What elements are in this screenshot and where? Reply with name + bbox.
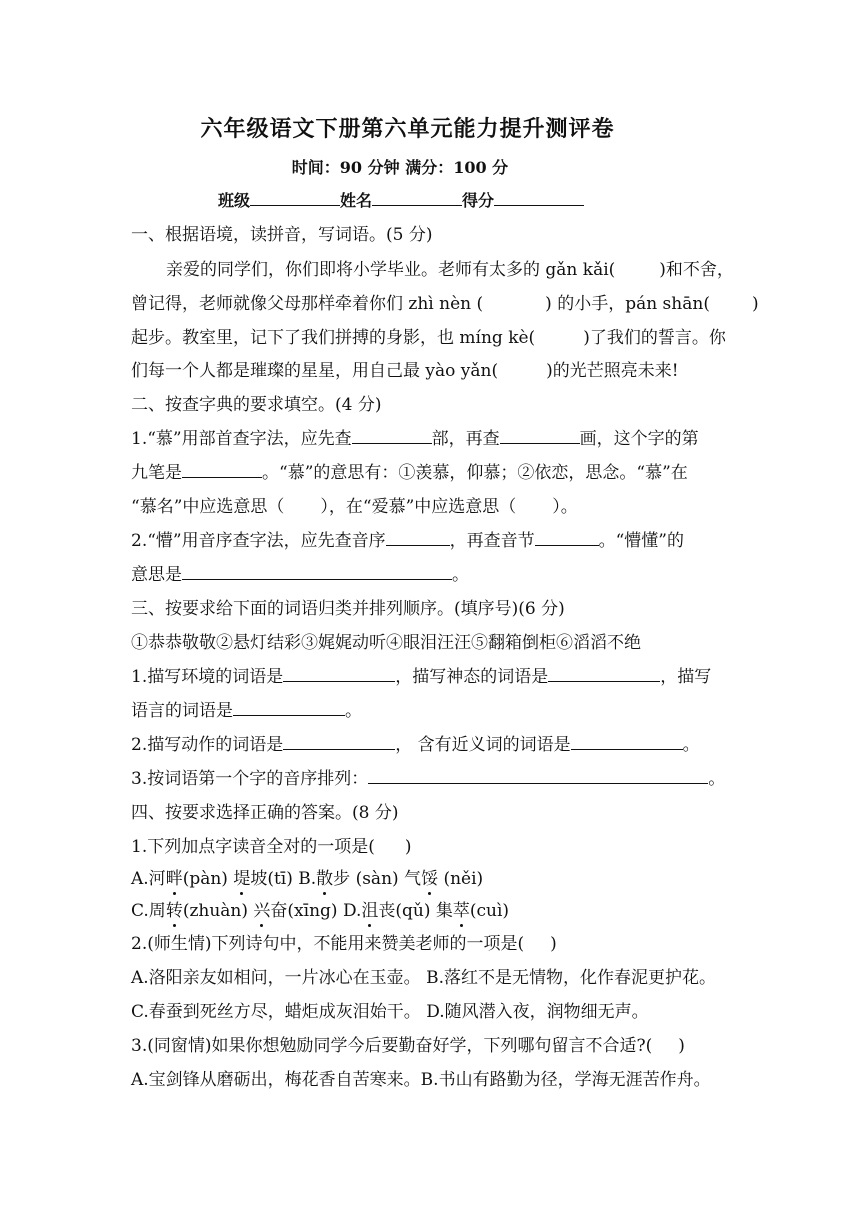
question-text: ) (550, 934, 557, 954)
question-line (131, 563, 469, 587)
option-line-ab (131, 867, 483, 891)
answer-blank[interactable] (283, 665, 395, 682)
question-text: 2.(师生情)下列诗句中，不能用来赞美老师的一项是( (131, 934, 525, 954)
passage-text: 起步。教室里，记下了我们拼搏的身影，也 míng kè( (131, 328, 536, 348)
passage-text: ) 的小手，pán shān( (545, 294, 710, 314)
question-text: 意思是 (131, 565, 182, 585)
question-text: ) (678, 1036, 685, 1056)
question-line (131, 733, 700, 757)
option-line-ab: A.洛阳亲友如相问，一片冰心在玉壶。 B.落红不是无情物，化作春泥更护花。 (131, 968, 716, 988)
answer-blank[interactable] (571, 733, 683, 750)
question-line (131, 427, 699, 451)
page-title: 六年级语文下册第六单元能力提升测评卷 (200, 116, 615, 142)
question-text: 九笔是 (131, 463, 182, 483)
class-label: 班级 (218, 191, 251, 210)
question-line (131, 835, 412, 859)
question-line (131, 665, 711, 689)
option-line-cd (131, 899, 509, 923)
score-label: 得分 (462, 191, 495, 210)
passage-text: )的光芒照亮未来! (546, 361, 679, 381)
class-blank[interactable] (250, 189, 340, 206)
option-line-ab: A.宝剑锋从磨砺出，梅花香自苦寒来。B.书山有路勤为径，学海无涯苦作舟。 (131, 1070, 711, 1090)
answer-blank[interactable] (182, 461, 262, 478)
option-text: C.周 (131, 901, 166, 921)
question-line (131, 932, 557, 956)
question-text: 3.按词语第一个字的音序排列： (131, 769, 369, 789)
question-text: 语言的词语是 (131, 701, 233, 721)
score-blank[interactable] (494, 189, 584, 206)
answer-blank[interactable] (182, 563, 452, 580)
dotted-char: 萃 (452, 901, 470, 921)
answer-blank[interactable] (352, 427, 432, 444)
question-text: 。 (682, 735, 700, 755)
question-text: 1.“慕”用部首查字法，应先查 (131, 429, 352, 449)
dotted-char: 堤 (233, 869, 251, 889)
question-text: ) (404, 837, 412, 857)
question-text: 部，再查 (431, 429, 500, 449)
question-text: ， 含有近义词的词语是 (395, 735, 571, 755)
question-text: ）。 (552, 497, 578, 517)
question-text: ），在“爱慕”中应选意思（ (320, 497, 517, 517)
student-info-line (218, 188, 584, 211)
answer-blank[interactable] (368, 767, 708, 784)
question-text: 3.(同窗情)如果你想勉励同学今后要勤奋好学，下列哪句留言不合适?( (131, 1036, 653, 1056)
answer-blank[interactable] (535, 529, 599, 546)
option-line-cd: C.春蚕到死丝方尽，蜡炬成灰泪始干。 D.随风潜入夜，润物细无声。 (131, 1002, 649, 1022)
question-line (131, 461, 688, 485)
question-text: 2.描写动作的词语是 (131, 735, 284, 755)
question-line (131, 529, 684, 553)
passage-text: 们每一个人都是璀璨的星星，用自己最 yào yǎn( (131, 361, 499, 381)
question-text: 。 (708, 769, 726, 789)
name-blank[interactable] (372, 189, 462, 206)
answer-blank[interactable] (283, 733, 395, 750)
option-text: (něi) (438, 869, 484, 889)
question-line (131, 495, 578, 519)
passage-text: ) (751, 294, 759, 314)
dotted-char: 散 (316, 869, 334, 889)
name-label: 姓名 (340, 191, 373, 210)
option-text: 步 (sàn) 气 (333, 869, 422, 889)
answer-blank[interactable] (233, 699, 345, 716)
answer-blank[interactable] (500, 427, 580, 444)
question-text: 1.下列加点字读音全对的一项是( (131, 837, 375, 857)
section-2-heading: 二、按查字典的要求填空。(4 分) (131, 395, 382, 415)
question-text: ，再查音节 (449, 531, 535, 551)
dotted-char: 馁 (421, 869, 439, 889)
section-1-heading: 一、根据语境，读拼音，写词语。(5 分) (131, 225, 433, 245)
question-text: 1.描写环境的词语是 (131, 667, 284, 687)
passage-text: 曾记得，老师就像父母那样牵着你们 zhì nèn ( (131, 294, 484, 314)
question-text: ，描写神态的词语是 (395, 667, 549, 687)
question-line (131, 767, 725, 791)
dotted-char: 畔 (165, 869, 183, 889)
question-text: 。 (345, 701, 362, 721)
question-text: 。 (452, 565, 469, 585)
word-list: ①恭恭敬敬②悬灯结彩③娓娓动听④眼泪汪汪⑤翻箱倒柜⑥滔滔不绝 (131, 633, 641, 653)
question-text: 。“懵懂”的 (598, 531, 684, 551)
question-line (131, 1034, 685, 1058)
question-text: 画，这个字的第 (579, 429, 699, 449)
answer-blank[interactable] (386, 529, 450, 546)
question-text: 2.“懵”用音序查字法，应先查音序 (131, 531, 386, 551)
section-1-passage-line (131, 359, 679, 383)
question-text: 。“慕”的意思有：①羡慕，仰慕；②依恋，思念。“慕”在 (262, 463, 688, 483)
option-text: (pàn) (182, 869, 234, 889)
passage-text: 亲爱的同学们，你们即将小学毕业。老师有太多的 gǎn kǎi( (166, 260, 616, 280)
dotted-char: 兴 (253, 901, 271, 921)
dotted-char: 转 (165, 901, 183, 921)
option-text: (zhuàn) (182, 901, 254, 921)
section-4-heading: 四、按要求选择正确的答案。(8 分) (131, 803, 399, 823)
option-text: 丧(qǔ) 集 (378, 901, 453, 921)
question-text: ，描写 (660, 667, 712, 687)
dotted-char: 沮 (361, 901, 379, 921)
section-1-passage-line (166, 258, 734, 282)
passage-text: )了我们的誓言。你 (583, 328, 726, 348)
exam-time-and-score: 时间：90 分钟 满分：100 分 (291, 158, 509, 177)
section-1-passage-line (131, 292, 759, 316)
answer-blank[interactable] (548, 665, 660, 682)
option-text: 奋(xīng) D. (270, 901, 362, 921)
option-text: 坡(tī) B. (250, 869, 317, 889)
section-1-passage-line (131, 326, 726, 350)
option-text: A.河 (131, 869, 166, 889)
passage-text: )和不舍， (659, 260, 734, 280)
option-text: (cuì) (469, 901, 510, 921)
question-text: “慕名”中应选意思（ (131, 497, 285, 517)
section-3-heading: 三、按要求给下面的词语归类并排列顺序。(填序号)(6 分) (131, 599, 565, 619)
question-line (131, 699, 362, 723)
